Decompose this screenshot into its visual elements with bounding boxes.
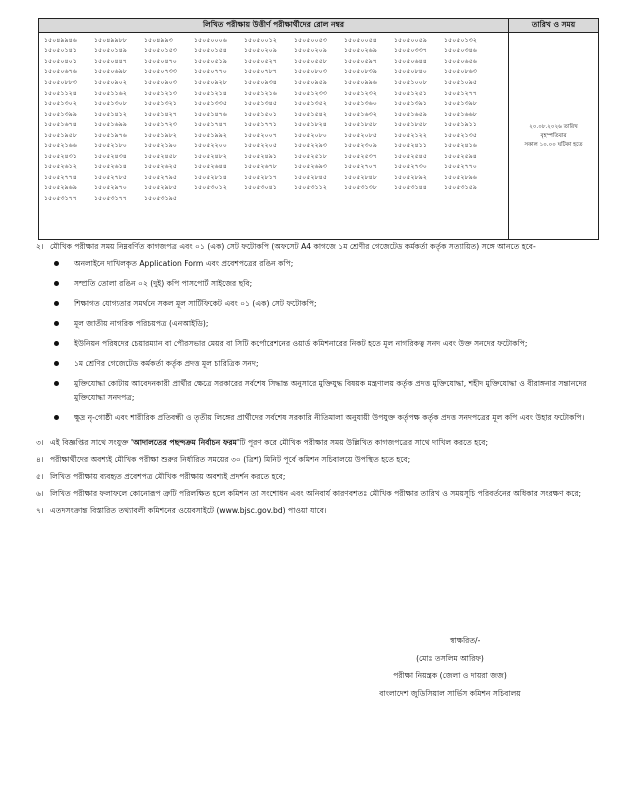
roll-number: ১৫০৫২৭৩০ — [394, 163, 427, 171]
roll-number: ১৫০৫২৪৮২ — [194, 152, 227, 160]
roll-number: ১৫০৫০৯৯৬ — [344, 78, 377, 86]
roll-number: ১৫০৫৩০৪১ — [244, 184, 277, 192]
roll-number: ১৫০৫০৯০২ — [94, 78, 127, 86]
roll-number: ১৫০৫১৬৩২ — [344, 110, 377, 118]
roll-number: ১৫০৫২৫৩৭ — [344, 152, 377, 160]
instruction-text: এতদসংক্রান্ত বিস্তারিত তথ্যাবলী কমিশনের ওয়েবসাইটে (www.bjsc.gov.bd) পাওয়া যাবে। — [50, 506, 327, 515]
roll-number: ১৫০৫১৩৬০ — [344, 100, 377, 108]
roll-number: ১৫০৫১৩৯৮ — [444, 100, 477, 108]
roll-number: ১৫০৫২৮১৪ — [194, 173, 227, 181]
roll-numbers-cell — [39, 33, 509, 240]
bullet-icon — [54, 381, 59, 386]
roll-number: ১৫০৫২৪১১ — [394, 142, 427, 150]
document-text: সম্প্রতি তোলা রঙিন ০২ (দুই) কপি পাসপোর্ট সাইজের ছবি; — [74, 279, 253, 288]
roll-number: ১৫০৫২২০৫ — [244, 142, 277, 150]
roll-number: ১৫০৫১২৫১ — [394, 89, 427, 97]
instruction-item-3 — [36, 436, 602, 450]
roll-number: ১৫০৫০২০৯ — [294, 47, 327, 55]
roll-number: ১৫০৫২৭০৭ — [344, 163, 377, 171]
roll-number: ১৫০৫০৭৭০ — [194, 68, 227, 76]
roll-number: ১৫০৫১৯৯২ — [194, 131, 227, 139]
bullet-icon — [54, 361, 59, 366]
roll-number: ১৫০৫২০৮০ — [294, 131, 327, 139]
roll-row — [44, 172, 506, 183]
roll-number: ১৫০৫১৩৯১ — [394, 100, 427, 108]
instruction-text: লিখিত পরীক্ষায় ব্যবহৃত প্রবেশপত্র মৌখিক পরীক্ষায় অবশ্যই প্রদর্শন করতে হবে; — [50, 472, 286, 481]
signatory-name: (মোঃ তসলিম আরিফ) — [416, 653, 484, 663]
roll-number: ১৫০৫১৩৩৫ — [194, 100, 227, 108]
roll-row — [44, 109, 506, 120]
roll-number: ১৫০৫২৬২৫ — [144, 163, 177, 171]
roll-number: ১৫০৫০৮৮৩ — [44, 78, 77, 86]
roll-number: ১৫০৫১১৬২ — [94, 89, 127, 97]
roll-number: ১৫০৫০৬৭৬ — [44, 68, 77, 76]
roll-number: ১৫০৫১৬৬৮ — [444, 110, 477, 118]
roll-number: ১৫০৫২৪১৬ — [444, 142, 477, 150]
exam-start-time: সকাল ১০.০০ ঘটিকা হতে — [524, 141, 583, 148]
roll-row — [44, 35, 506, 46]
roll-number: ১৫০৫১২১৪ — [194, 89, 227, 97]
roll-number: ১৫০৫২৯৮৫ — [144, 184, 177, 192]
roll-number: ১৫০৫০২০৯ — [244, 47, 277, 55]
roll-number: ১৫০৫১৩৫২ — [294, 100, 327, 108]
roll-number: ১৫০৫১৩০৮ — [94, 100, 127, 108]
roll-number: ১৫০৫২৮৯৬ — [444, 173, 477, 181]
roll-number: ১৫০৪৯৯৮৮ — [94, 36, 127, 44]
roll-number: ১৫০৫২৪৩১ — [44, 152, 77, 160]
signature-block — [300, 632, 600, 702]
bullet-icon — [54, 301, 59, 306]
roll-number: ১৫০৫১১২৪ — [44, 89, 77, 97]
roll-number: ১৫০৫০৭৩৩ — [144, 68, 177, 76]
roll-number: ১৫০৫০৭৮৭ — [244, 68, 277, 76]
roll-number: ১৫০৫০৫২৭ — [244, 57, 277, 65]
roll-number: ১৫০৫৩১৯৫ — [144, 194, 177, 202]
roll-number: ১৫০৫১৯৮২ — [144, 131, 177, 139]
instruction-item-6 — [36, 487, 602, 501]
document-list-item — [36, 294, 602, 314]
roll-number: ১৫০৫০০০৬ — [194, 36, 227, 44]
document-text: মুক্তিযোদ্ধা কোটায় আবেদনকারী প্রার্থীর ক্ষেত্রে সরকারের সর্বশেষ সিদ্ধান্ত অনুসারে মুক্তিযুদ্ধ বিষয়ক মন্ত্রণালয় কর্তৃক প্রদত্ত মুক্তিযোদ্ধা, শহীদ মুক্তিযোদ্ধা ও বীরাঙ্গনার সন্তানদের মুক্তিযোদ্ধা সনদপত্র; — [74, 379, 587, 402]
roll-number: ১৫০৫২৪৯১ — [244, 152, 277, 160]
exam-time-cell — [509, 33, 599, 240]
document-list-item — [36, 374, 602, 408]
roll-number: ১৫০৫৩১৭৭ — [44, 194, 77, 202]
roll-number: ১৫০৫১২৩৩ — [294, 89, 327, 97]
roll-number: ১৫০৫২৬১৪ — [94, 163, 127, 171]
roll-number: ১৫০৫০৪০১ — [44, 57, 77, 65]
roll-number: ১৫০৫২৬৭৮ — [244, 163, 277, 171]
exam-date: ২০.০৮.২০২৬ তারিখ — [529, 123, 578, 130]
roll-number: ১৫০৪৯৯৪৬ — [44, 36, 77, 44]
instruction-text: পরীক্ষার্থীদের অবশ্যই মৌখিক পরীক্ষা শুরুর নির্ধারিত সময়ের ৩০ (ত্রিশ) মিনিট পূর্বে কমিশন সচিবালয়ে উপস্থিত হতে হবে; — [50, 455, 411, 464]
roll-row — [44, 193, 506, 204]
roll-number: ১৫০৫০৮০৩ — [294, 68, 327, 76]
roll-number: ১৫০৫৩১১২ — [294, 184, 327, 192]
roll-number: ১৫০৫১৪২৭ — [144, 110, 177, 118]
roll-number: ১৫০৫১৫৪২ — [294, 110, 327, 118]
roll-number: ১৫০৫২৮৪৮ — [344, 173, 377, 181]
roll-number: ১৫০৫০০৫৯ — [394, 36, 427, 44]
roll-number-table — [38, 18, 599, 240]
roll-number: ১৫০৫২২৯৩ — [294, 142, 327, 150]
roll-number: ১৫০৫০১৩২ — [444, 36, 477, 44]
roll-row — [44, 151, 506, 162]
roll-number: ১৫০৫২৫৯৪ — [444, 152, 477, 160]
roll-number: ১৫০৫২৯৭০ — [94, 184, 127, 192]
roll-number: ১৫০৫১০৯৫ — [444, 78, 477, 86]
exam-day: বৃহস্পতিবার — [540, 132, 567, 139]
roll-number: ১৫০৫১০০৮ — [394, 78, 427, 86]
roll-number: ১৫০৫০৪৭০ — [144, 57, 177, 65]
instruction-item-5 — [36, 470, 602, 484]
roll-number: ১৫০৫০৯২৮ — [194, 78, 227, 86]
roll-row — [44, 98, 506, 109]
document-list-item — [36, 408, 602, 428]
roll-number: ১৫০৫০৫৯৭ — [344, 57, 377, 65]
roll-number: ১৫০৫০১৫৩ — [144, 47, 177, 55]
document-list-item — [36, 354, 602, 374]
roll-number: ১৫০৫২২০০ — [194, 142, 227, 150]
roll-number: ১৫০৫২১৯০ — [144, 142, 177, 150]
roll-number: ১৫০৫২৫১৮ — [294, 152, 327, 160]
roll-number: ১৫০৫০৫১৯ — [194, 57, 227, 65]
roll-number: ১৫০৫১৯৫৮ — [44, 131, 77, 139]
roll-number: ১৫০৫১৩২১ — [144, 100, 177, 108]
roll-number: ১৫০৫১৪১২ — [94, 110, 127, 118]
roll-number: ১৫০৫১৯১১ — [444, 121, 477, 129]
roll-row — [44, 140, 506, 151]
roll-number: ১৫০৫২৫৪৫ — [394, 152, 427, 160]
roll-number: ১৫০৫০১৪১ — [44, 47, 77, 55]
roll-number: ১৫০৫০৩৪৬ — [444, 47, 477, 55]
roll-number: ১৫০৫১৮২৪ — [294, 121, 327, 129]
roll-number: ১৫০৫১৪৭৬ — [194, 110, 227, 118]
roll-number: ১৫০৫২১৮০ — [94, 142, 127, 150]
roll-table-header: লিখিত পরীক্ষায় উত্তীর্ণ পরীক্ষার্থীদের রোল নম্বর — [39, 19, 509, 33]
roll-number: ১৫০৫২৭৯৫ — [144, 173, 177, 181]
roll-number: ১৫০৫১২১৩ — [144, 89, 177, 97]
roll-number: ১৫০৫০৬৪৪ — [394, 57, 427, 65]
roll-number: ১৫০৫২০০৭ — [244, 131, 277, 139]
roll-number: ১৫০৪৯৯৩ — [144, 36, 173, 44]
roll-number: ১৫০৫১৭৪৭ — [194, 121, 227, 129]
roll-number: ১৫০৫১২১৬ — [244, 89, 277, 97]
item-number: ২। — [36, 242, 44, 251]
roll-number: ১৫০৫০১৪৯ — [94, 47, 127, 55]
roll-number: ১৫০৫১৩৯৯ — [44, 110, 77, 118]
instructions — [36, 240, 602, 518]
roll-number: ১৫০৫০৬৯৮ — [94, 68, 127, 76]
roll-number: ১৫০৫২৮১৭ — [244, 173, 277, 181]
roll-number: ১৫০৫৩১৪৪ — [394, 184, 427, 192]
roll-number: ১৫০৫০৫৫৮ — [294, 57, 327, 65]
roll-row — [44, 183, 506, 194]
roll-number: ১৫০৫২১৩৫ — [444, 131, 477, 139]
instruction-text-pre: এই বিজ্ঞপ্তির সাথে সংযুক্ত — [50, 438, 131, 447]
roll-row — [44, 77, 506, 88]
document-list-item — [36, 334, 602, 354]
roll-number: ১৫০৫২৭৭০ — [444, 163, 477, 171]
bullet-icon — [54, 281, 59, 286]
instruction-text: লিখিত পরীক্ষার ফলাফলে কোনোরূপ ত্রুটি পরিলক্ষিত হলে কমিশন তা সংশোধন এবং অনিবার্য কারণবশতঃ মৌখিক পরীক্ষার তারিখ ও সময়সূচি পরিবর্তনের অধিকার সংরক্ষণ করে; — [50, 489, 582, 498]
roll-number: ১৫০৫০৮৪০ — [394, 68, 427, 76]
roll-number: ১৫০৫২৬৯৩ — [294, 163, 327, 171]
roll-number: ১৫০৫০৯০৩ — [144, 78, 177, 86]
roll-number: ১৫০৫১৭৭১ — [244, 121, 277, 129]
roll-number: ১৫০৫২৭৮৫ — [94, 173, 127, 181]
roll-number: ১৫০৫২৮৪৫ — [294, 173, 327, 181]
item-number: ৩। — [36, 438, 44, 447]
required-documents-list — [36, 254, 602, 428]
roll-row — [44, 130, 506, 141]
roll-number: ১৫০৫৩১৩৮ — [344, 184, 377, 192]
roll-number: ১৫০৫০৮৩৯ — [344, 68, 377, 76]
document-text: শিক্ষাগত যোগ্যতার সমর্থনে সকল মূল সার্টিফিকেট এবং ০১ (এক) সেট ফটোকপি; — [74, 299, 317, 308]
roll-number: ১৫০৫১২৭৭ — [444, 89, 477, 97]
bullet-icon — [54, 261, 59, 266]
roll-number: ১৫০৫১৬৯৯ — [94, 121, 127, 129]
item-number: ৬। — [36, 489, 44, 498]
roll-number: ১৫০৫৩১৫৯ — [444, 184, 477, 192]
roll-row — [44, 46, 506, 57]
roll-row — [44, 88, 506, 99]
roll-number: ১৫০৫১৬৫৯ — [394, 110, 427, 118]
instruction-item-2 — [36, 240, 602, 254]
instruction-text-post: টি পূরণ করে মৌখিক পরীক্ষার সময় উল্লিখিত কাগজপত্রের সাথে দাখিল করতে হবে; — [239, 438, 489, 447]
item-number: ৫। — [36, 472, 44, 481]
roll-number: ১৫০৫১২৩২ — [344, 89, 377, 97]
roll-number: ১৫০৫২৬১২ — [44, 163, 77, 171]
roll-number: ১৫০৫২০৮৫ — [344, 131, 377, 139]
roll-row — [44, 67, 506, 78]
roll-number: ১৫০৫৩১৭৭ — [94, 194, 127, 202]
roll-number: ১৫০৫২৮৯২ — [394, 173, 427, 181]
signed-label: স্বাক্ষরিত/- — [450, 636, 481, 645]
signatory-office: বাংলাদেশ জুডিসিয়াল সার্ভিস কমিশন সচিবালয় — [379, 688, 521, 698]
roll-number: ১৫০৫২৭৭৪ — [44, 173, 77, 181]
roll-number: ১৫০৫১৮৫৮ — [344, 121, 377, 129]
roll-number: ১৫০৫০৯৩৪ — [244, 78, 277, 86]
roll-number: ১৫০৫০০৫৩ — [294, 36, 327, 44]
roll-number: ১৫০৫০৬৫৬ — [444, 57, 477, 65]
roll-number: ১৫০৫০০৫৪ — [344, 36, 377, 44]
roll-row — [44, 162, 506, 173]
document-text: ইউনিয়ন পরিষদের চেয়ারম্যান বা পৌরসভার মেয়র বা সিটি কর্পোরেশনের ওয়ার্ড কমিশনারের নিকট হতে মূল নাগরিকত্ব সনদ এবং উক্ত সনদের ফটোকপি; — [74, 339, 528, 348]
roll-number: ১৫০৫১৯৭৬ — [94, 131, 127, 139]
form-name: 'আদালতের পছন্দক্রম নির্বাচন ফরম' — [130, 438, 240, 447]
roll-number: ১৫০৫০৪৪৭ — [94, 57, 127, 65]
roll-number: ১৫০৫১৮৫৮ — [394, 121, 427, 129]
bullet-icon — [54, 341, 59, 346]
instruction-item-4 — [36, 453, 602, 467]
roll-row — [44, 56, 506, 67]
roll-number: ১৫০৫২১২২ — [394, 131, 427, 139]
roll-number: ১৫০৫০২৬৯ — [344, 47, 377, 55]
roll-number: ১৫০৫০০১২ — [244, 36, 277, 44]
document-list-item — [36, 314, 602, 334]
roll-number: ১৫০৫১৩৪৫ — [244, 100, 277, 108]
date-time-header: তারিখ ও সময় — [509, 19, 599, 33]
roll-number: ১৫০৫২৪৫৮ — [144, 152, 177, 160]
signatory-designation: পরীক্ষা নিয়ন্ত্রক (জেলা ও দায়রা জজ) — [393, 671, 507, 680]
roll-number: ১৫০৫২১৬৬ — [44, 142, 77, 150]
document-text: ক্ষুদ্র নৃ-গোষ্ঠী এবং শারীরিক প্রতিবন্ধী ও তৃতীয় লিঙ্গের প্রার্থীদের সর্বশেষ সরকারি নীতিমালা অনুযায়ী উপযুক্ত কর্তৃপক্ষ কর্তৃক প্রদত্ত সনদপত্রের মূল কপি এবং উহার ফটোকপি। — [74, 413, 585, 422]
document-text: ১ম শ্রেণির গেজেটেড কর্মকর্তা কর্তৃক প্রদত্ত মূল চারিত্রিক সনদ; — [74, 359, 259, 368]
roll-row — [44, 119, 506, 130]
roll-number: ১৫০৫২৩০৯ — [344, 142, 377, 150]
roll-number: ১৫০৫২৪৩৪ — [94, 152, 127, 160]
roll-number: ১৫০৫২৯৬৯ — [44, 184, 77, 192]
document-text: অনলাইনে দাখিলকৃত Application Form এবং প্রবেশপত্রের রঙিন কপি; — [74, 259, 294, 268]
roll-number: ১৫০৫০৩৩৭ — [394, 47, 427, 55]
roll-number: ১৫০৫০১৫৪ — [194, 47, 227, 55]
roll-number: ১৫০৫১৭২৩ — [144, 121, 177, 129]
roll-number: ১৫০৫১৩০২ — [44, 100, 77, 108]
roll-number: ১৫০৫০৮৬৩ — [444, 68, 477, 76]
instruction-text: মৌখিক পরীক্ষার সময় নিম্নবর্ণিত কাগজপত্র এবং ০১ (এক) সেট ফটোকপি (অফসেট A4 কাগজে ১ম শ্রেণীর গেজেটেড কর্মকর্তা কর্তৃক সত্যায়িত) সঙ্গে আনতে হবে- — [50, 242, 536, 251]
item-number: ৭। — [36, 506, 44, 515]
roll-number: ১৫০৫২৬৪৪ — [194, 163, 227, 171]
roll-number: ১৫০৫১৫০১ — [244, 110, 277, 118]
document-list-item — [36, 254, 602, 274]
roll-number: ১৫০৫৩০১২ — [194, 184, 227, 192]
bullet-icon — [54, 415, 59, 420]
roll-number: ১৫০৫০৯৫৯ — [294, 78, 327, 86]
document-list-item — [36, 274, 602, 294]
bullet-icon — [54, 321, 59, 326]
instruction-item-7 — [36, 504, 602, 518]
roll-number: ১৫০৫১৬৭৪ — [44, 121, 77, 129]
document-text: মূল জাতীয় নাগরিক পরিচয়পত্র (এনআইডি); — [74, 319, 209, 328]
item-number: ৪। — [36, 455, 44, 464]
